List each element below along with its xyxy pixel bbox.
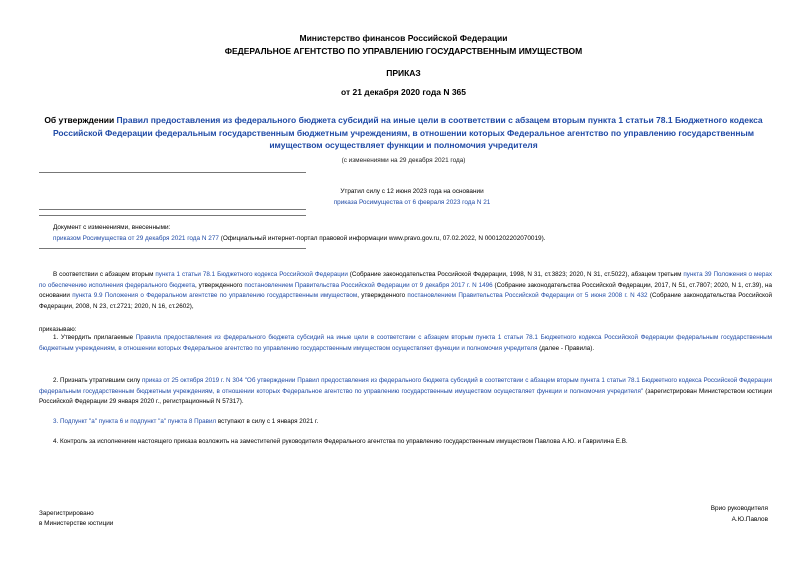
preamble-link[interactable]: пункта 39 Положения о мерах по обеспечению исполнения федерального бюджета <box>39 271 772 289</box>
item-text: вступают в силу с 1 января 2021 г. <box>216 418 319 425</box>
signature-name: А.Ю.Павлов <box>731 516 768 523</box>
preamble-link[interactable]: постановлением Правительства Российской Федерации от 5 июня 2008 г. N 432 <box>407 292 648 299</box>
preamble-text: , утвержденного <box>357 292 408 299</box>
preamble-link[interactable]: пункта 1 статьи 78.1 Бюджетного кодекса Российской Федерации <box>155 271 348 278</box>
item-2 <box>39 376 772 408</box>
preamble-text: (Собрание законодательства Российской Федерации, 2008, N 23, ст.2721; 2020, N 16, ст.2602), <box>39 292 773 310</box>
agency-name: ФЕДЕРАЛЬНОЕ АГЕНТСТВО ПО УПРАВЛЕНИЮ ГОСУДАРСТВЕННЫМ ИМУЩЕСТВОМ <box>224 46 583 56</box>
item-4: 4. Контроль за исполнением настоящего приказа возложить на заместителей руководителя Федерального агентства по управлению государственным имуществом Павлова А.Ю. и Гаврилина Е.В. <box>53 438 628 445</box>
lost-force-text: Утратил силу с 12 июня 2023 года на основании <box>340 188 484 195</box>
item-link[interactable]: 3. Подпункт "а" пункта 6 и подпункт "а" пункта 8 Правил <box>53 418 217 425</box>
divider <box>39 215 306 216</box>
changes-label: Документ с изменениями, внесенными: <box>53 224 171 231</box>
lost-force-link[interactable]: приказа Росимущества от 6 февраля 2023 года N 21 <box>333 199 491 206</box>
preamble-text: (Собрание законодательства Российской Федерации, 2017, N 51, ст.7807; 2020, N 1, ст.39), на основании <box>39 281 772 299</box>
ministry-name: Министерство финансов Российской Федерации <box>299 33 508 43</box>
registration-line-1: Зарегистрировано <box>39 510 94 517</box>
changes-source: (Официальный интернет-портал правовой информации www.pravo.gov.ru, 07.02.2022, N 0001202202070019). <box>218 234 546 242</box>
changes-text <box>53 234 773 245</box>
changes-block <box>53 223 773 244</box>
preamble <box>39 270 772 312</box>
item-text: 1. Утвердить прилагаемые <box>53 334 136 341</box>
item-link[interactable]: приказ от 25 октября 2019 г. N 304 "Об утверждении Правил предоставления из федерального бюджета субсидий в соответствии с абзацем вторым пункта 1 статьи 78.1 Бюджетного кодекса Российской Федерации федеральным государственным бюджетным учреждениям, в отношении которых Федеральное агентство по управлению государственным имуществом осуществляет функции и полномочия учредителя" <box>39 377 772 395</box>
orders-word: приказываю: <box>39 326 77 333</box>
lost-force-note <box>322 186 502 208</box>
divider <box>39 172 306 173</box>
item-3 <box>39 417 772 428</box>
document-date: от 21 декабря 2020 года N 365 <box>340 87 467 97</box>
item-1 <box>39 333 772 354</box>
document-type: ПРИКАЗ <box>386 68 421 78</box>
preamble-link[interactable]: пункта 9.9 Положения о Федеральном агентстве по управлению государственным имуществом <box>72 292 358 299</box>
registration-line-2: в Министерстве юстиции <box>39 520 114 527</box>
item-text: 2. Признать утратившим силу <box>53 377 142 384</box>
title-prefix: Об утверждении <box>44 115 117 125</box>
title-link[interactable]: Правил предоставления из федерального бюджета субсидий на иные цели в соответствии с абзацем вторым пункта 1 статьи 78.1 Бюджетного кодекса Российской Федерации федеральным государственным бюджетным учреждениям, в отношении которых Федеральное агентство по управлению государственным имуществом осуществляет функции и полномочия учредителя <box>52 115 763 150</box>
divider <box>39 209 306 210</box>
amendment-note: (с изменениями на 29 декабря 2021 года) <box>341 157 466 164</box>
signature-position: Врио руководителя <box>710 505 768 512</box>
preamble-text: , утвержденного <box>194 281 245 289</box>
preamble-text: (Собрание законодательства Российской Федерации, 1998, N 31, ст.3823; 2020, N 31, ст.5022), абзацем третьим <box>347 271 684 278</box>
divider <box>39 248 306 249</box>
item-text: (далее - Правила). <box>537 344 595 352</box>
changes-link[interactable]: приказом Росимущества от 29 декабря 2021 года N 277 <box>53 234 219 242</box>
preamble-link[interactable]: постановлением Правительства Российской Федерации от 9 декабря 2017 г. N 1496 <box>244 281 493 289</box>
document-title <box>30 114 777 152</box>
preamble-text: В соответствии с абзацем вторым <box>53 271 156 278</box>
item-link[interactable]: Правила предоставления из федерального бюджета субсидий на иные цели в соответствии с абзацем вторым пункта 1 статьи 78.1 Бюджетного кодекса Российской Федерации федеральным государственным бюджетным учреждениям, в отношении которых Федеральное агентство по управлению государственным имуществом осуществляет функции и полномочия учредителя <box>39 334 772 352</box>
item-text: (зарегистрирован Министерством юстиции Российской Федерации 29 января 2020 г., регистрационный N 57317). <box>39 387 772 405</box>
